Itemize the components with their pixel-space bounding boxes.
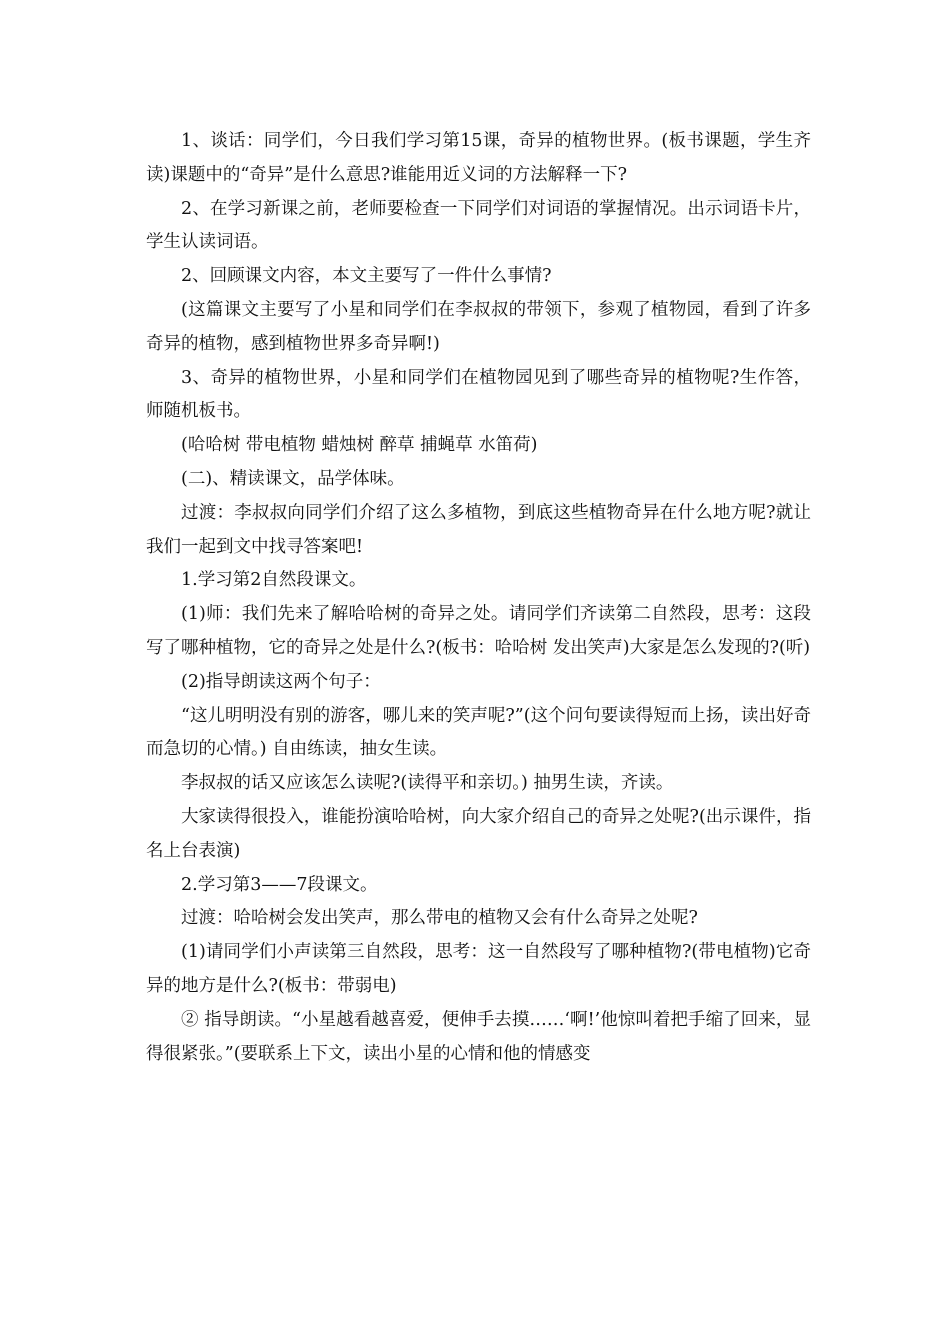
paragraph-question-sentence: “这儿明明没有别的游客，哪儿来的笑声呢?”(这个问句要读得短而上扬，读出好奇而急切的心情。) 自由练读，抽女生读。: [146, 705, 811, 760]
paragraph-transition-2: 过渡：哈哈树会发出笑声，那么带电的植物又会有什么奇异之处呢?: [181, 908, 698, 929]
paragraph-study-para-3-7: 2.学习第3——7段课文。: [181, 874, 378, 895]
paragraph-plant-world: 3、奇异的植物世界，小星和同学们在植物园见到了哪些奇异的植物呢?生作答，师随机板书。: [146, 367, 811, 422]
paragraph-section-heading: (二)、精读课文，品学体味。: [181, 468, 405, 489]
paragraph-role-play: 大家读得很投入，谁能扮演哈哈树，向大家介绍自己的奇异之处呢?(出示课件，指名上台表演): [146, 806, 811, 861]
paragraph-plant-list: (哈哈树 带电植物 蜡烛树 醉草 捕蝇草 水笛荷): [181, 435, 538, 456]
paragraph-electric-plant: (1)请同学们小声读第三自然段，思考：这一自然段写了哪种植物?(带电植物)它奇异的地方是什么?(板书：带弱电): [146, 942, 811, 996]
paragraph-review-content: 2、回顾课文内容，本文主要写了一件什么事情?: [181, 266, 552, 287]
paragraph-study-para-2: 1.学习第2自然段课文。: [181, 570, 367, 591]
paragraph-talk-intro: 1、谈话：同学们，今日我们学习第15课，奇异的植物世界。(板书课题，学生齐读)课题中的“奇异”是什么意思?谁能用近义词的方法解释一下?: [146, 131, 811, 185]
paragraph-reading-guide: (2)指导朗读这两个句子：: [181, 671, 381, 692]
paragraph-transition-1: 过渡：李叔叔向同学们介绍了这么多植物，到底这些植物奇异在什么地方呢?就让我们一起到文中找寻答案吧!: [146, 502, 811, 557]
paragraph-haha-tree: (1)师：我们先来了解哈哈树的奇异之处。请同学们齐读第二自然段，思考：这段写了哪种植物，它的奇异之处是什么?(板书：哈哈树 发出笑声)大家是怎么发现的?(听): [146, 604, 811, 658]
paragraph-reading-guide-2: ② 指导朗读。“小星越看越喜爱，便伸手去摸……‘啊!’他惊叫着把手缩了回来，显得很紧张。”(要联系上下文，读出小星的心情和他的情感变: [146, 1009, 811, 1064]
paragraph-word-check: 2、在学习新课之前，老师要检查一下同学们对词语的掌握情况。出示词语卡片，学生认读词语。: [146, 198, 811, 253]
paragraph-uncle-li: 李叔叔的话又应该怎么读呢?(读得平和亲切。) 抽男生读，齐读。: [181, 773, 674, 794]
document-body: [146, 125, 811, 1071]
paragraph-review-answer: (这篇课文主要写了小星和同学们在李叔叔的带领下，参观了植物园，看到了许多奇异的植物，感到植物世界多奇异啊!): [146, 299, 811, 354]
